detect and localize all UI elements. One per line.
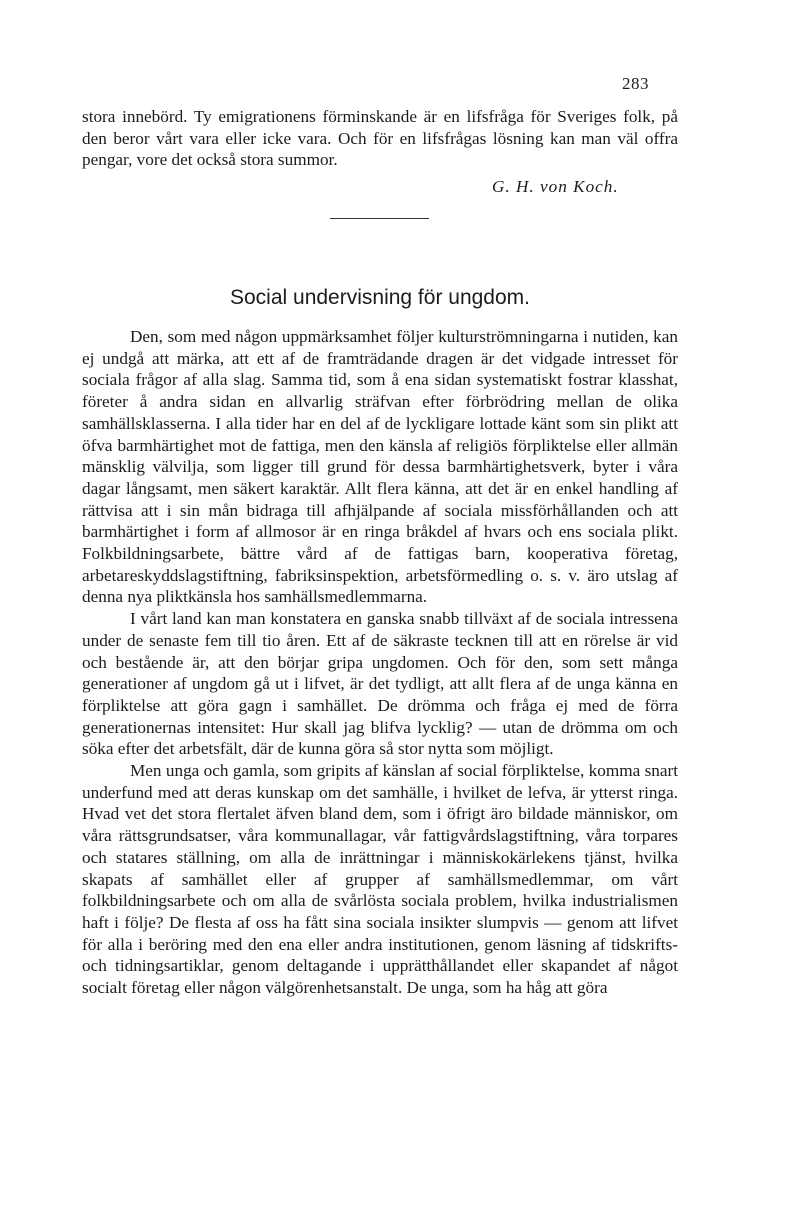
article-paragraph: I vårt land kan man konstatera en ganska snabb tillväxt af de sociala intressena under de senaste fem till tio åren. Ett af de säkraste tecknen till att en rörelse är vid och bestående är, att den börjar gripa ungdomen. Och för den, som sett många generationer af ungdom gå ut i lifvet, är det tydligt, att allt flera af de unga känna en förpliktelse att göra gagn i samhället. De drömma och fråga ej med de förra generationernas intensitet: Hur skall jag blifva lycklig? — utan de drömma om och söka efter det arbetsfält, där de kunna göra så stor nytta som möjligt. bbox=[82, 609, 678, 759]
previous-article-ending bbox=[82, 106, 678, 171]
previous-article-text: stora innebörd. Ty emigrationens förminskande är en lifsfråga för Sveriges folk, på den beror vårt vara eller icke vara. Och för en lifsfrågas lösning kan man väl offra pengar, vore det också stora summor. bbox=[82, 107, 678, 170]
article-paragraph: Den, som med någon uppmärksamhet följer kulturströmningarna i nutiden, kan ej undgå att märka, att ett af de framträdande dragen är det vidgade intresset för sociala frågor af alla slag. Samma tid, som å ena sidan systematiskt fostrar klasshat, företer å andra sidan en allvarlig sträfvan efter förbrödring mellan de olika samhällsklasserna. I alla tider har en del af de lyckligare lottade känt som sin plikt att öfva barmhärtighet mot de fattiga, men den känsla af religiös förpliktelse eller allmän mänsklig välvilja, som ligger till grund för dessa barmhärtighetsverk, byter i våra dagar långsamt, men säkert karaktär. Allt flera känna, att det är en enkel handling af rättvisa att i sin mån bidraga till afhjälpande af sociala missförhållanden och att barmhärtighet i form af allmosor är en ringa bråkdel af hvars och ens sociala plikt. Folkbildningsarbete, bättre vård af de fattigas barn, kooperativa företag, arbetareskyddslagstiftning, fabriksinspektion, arbetsförmedling o. s. v. äro utslag af denna nya pliktkänsla hos samhällsmedlemmarna. bbox=[82, 327, 678, 607]
author-signature: G. H. von Koch. bbox=[492, 177, 619, 196]
section-divider bbox=[330, 218, 429, 219]
article-body bbox=[82, 326, 678, 999]
article-paragraph: Men unga och gamla, som gripits af känslan af social förpliktelse, komma snart underfund med att deras kunskap om det samhälle, i hvilket de lefva, är ytterst ringa. Hvad vet det stora flertalet äfven bland dem, som i öfrigt äro bildade människor, om våra rättsgrundsatser, våra kommunallagar, vår fattigvårdslagstiftning, våra torpares och statares ställning, om alla de inrättningar i människokärlekens tjänst, hvilka skapats af samhället eller af grupper af samhällsmedlemmar, om vårt folkbildningsarbete och om alla de svårlösta sociala problem, hvilka industrialismen haft i följe? De flesta af oss ha fått sina sociala insikter slumpvis — genom att lifvet för alla i beröring med den ena eller andra institutionen, genom läsning af tidskrifts- och tidningsartiklar, genom deltagande i upprätthållandet eller skapandet af något socialt företag eller någon välgörenhetsanstalt. De unga, som ha håg att göra bbox=[82, 761, 678, 998]
page-number: 283 bbox=[622, 74, 649, 93]
article-title: Social undervisning för ungdom. bbox=[229, 286, 530, 309]
